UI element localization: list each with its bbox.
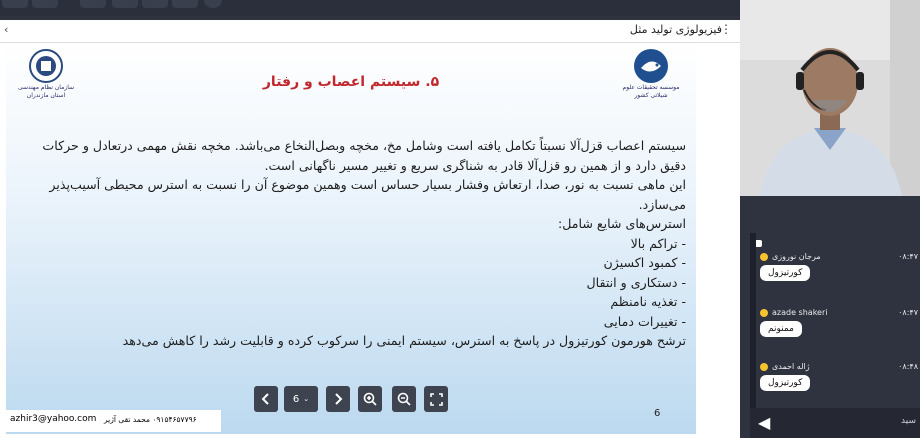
left-logo-caption: سازمان نظام مهندسی استان مازندران [17,84,75,99]
list-item: - کمبود اکسیژن [603,255,686,270]
list-item: - تغییرات دمایی [603,313,686,329]
zoom-out-icon [397,392,411,406]
toolbar-button[interactable] [172,0,198,8]
panel-title: فیزیولوژی تولید مثل [629,23,722,36]
right-logo-caption: موسسه تحقیقات علوم شیلاتی کشور [622,84,680,99]
toolbar-button[interactable] [2,0,28,8]
zoom-in-button[interactable] [358,386,382,412]
slide-title: ۵. سیستم اعصاب و رفتار [262,74,440,90]
send-arrow-icon[interactable]: ◀ [758,413,771,432]
body-paragraph: سیستم اعصاب قزل‌آلا نسبتاً تکامل یافته است وشامل مخ، مخچه وبصل‌النخاع می‌باشد. مخچه نقش مهمی درتعادل و حرکات دقیق دارد و از همین رو قزل‌آلا قادر به شناگری سریع و تغییر مسیر ناگهانی است. [42,138,686,173]
toolbar-button[interactable] [204,0,222,8]
content-panel-header [0,20,740,43]
chat-scrollbar[interactable] [750,233,756,408]
footer-phone: ۰۹۱۵۴۶۵۷۷۹۶ محمد تقی آژیر [104,415,197,424]
message-time: ۰۸:۴۷ [898,252,918,261]
chat-input-placeholder[interactable]: سید [901,416,916,426]
toolbar-button[interactable] [80,0,106,8]
webcam-gap [750,196,920,226]
next-slide-button[interactable] [326,386,350,412]
chevron-left-icon[interactable]: ‹ [4,23,9,36]
toolbar-button[interactable] [142,0,168,8]
sender-name: azade shakeri [772,308,828,317]
webcam-video [740,0,920,196]
toolbar-button[interactable] [32,0,58,8]
message-bubble: ممنونم [760,321,802,337]
user-avatar-icon [760,309,768,317]
chat-message [760,252,918,281]
slide-footer [6,410,221,432]
message-time: ۰۸:۴۸ [898,362,918,371]
page-select[interactable] [284,386,318,412]
fullscreen-icon [430,393,443,406]
chevron-left-icon [261,393,271,405]
slide-body [16,136,686,351]
footer-email: azhir3@yahoo.com [10,414,97,424]
fullscreen-button[interactable] [424,386,448,412]
message-time: ۰۸:۴۷ [898,308,918,317]
user-avatar-icon [760,253,768,261]
body-paragraph: این ماهی نسبت به نور، صدا، ارتعاش وفشار بسیار حساس است وهمین موضوع آن را نسبت به استرس محیطی آسیب‌پذیر می‌سازد. [49,177,686,212]
chevron-down-icon: ⌄ [303,395,310,403]
message-bubble: کورتیزول [760,265,810,281]
sender-name: ژاله احمدی [772,362,810,371]
chat-message [760,362,918,391]
page-select-value: 6 [292,393,300,405]
prev-slide-button[interactable] [254,386,278,412]
sender-name: مرجان نوروزی [772,252,821,261]
chevron-right-icon [333,393,343,405]
message-bubble: کورتیزول [760,375,810,391]
chat-message [760,308,918,337]
list-item: - تراکم بالا [630,235,686,251]
toolbar-button[interactable] [112,0,138,8]
list-item: - دستکاری و انتقال [586,274,686,290]
zoom-out-button[interactable] [392,386,416,412]
top-toolbar [0,0,740,16]
body-paragraph: استرس‌های شایع شامل: [557,216,686,231]
vertical-dots-icon[interactable]: ⋮ [720,22,732,36]
slide-number: 6 [654,408,661,419]
list-item: - تغذیه نامنظم [610,294,686,309]
presentation-slide [6,44,696,434]
chat-input-bar[interactable] [750,408,920,438]
body-paragraph: ترشح هورمون کورتیزول در پاسخ به استرس، سیستم ایمنی را سرکوب کرده و قابلیت رشد را کاهش می‌دهد [122,333,686,348]
zoom-in-icon [363,392,377,406]
user-avatar-icon [760,363,768,371]
